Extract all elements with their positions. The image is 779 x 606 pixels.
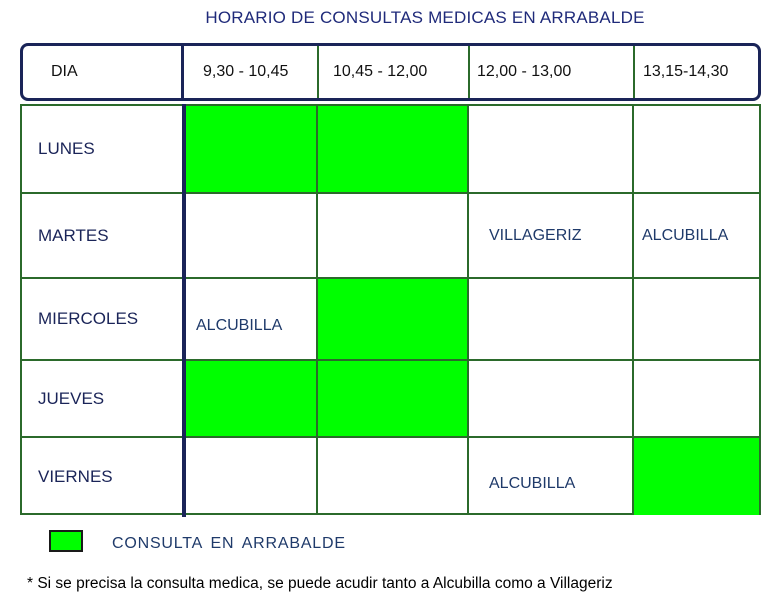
schedule-cell: ALCUBILLA: [184, 279, 318, 361]
legend-label: CONSULTA EN ARRABALDE: [112, 535, 346, 552]
day-label-lunes: LUNES: [22, 106, 184, 194]
schedule-grid: [20, 104, 761, 515]
header-divider: [468, 46, 470, 98]
header-slot-3: 12,00 - 13,00: [477, 63, 572, 80]
schedule-cell: [318, 106, 469, 194]
schedule-header: [20, 43, 761, 101]
schedule-cell: [634, 438, 759, 515]
day-label-martes: MARTES: [22, 194, 184, 279]
footnote: * Si se precisa la consulta medica, se puede acudir tanto a Alcubilla como a Villageriz: [27, 575, 613, 592]
schedule-cell: VILLAGERIZ: [469, 194, 634, 279]
schedule-cell: [318, 279, 469, 361]
schedule-cell: [634, 106, 759, 194]
day-label-viernes: VIERNES: [22, 438, 184, 515]
schedule-cell: [469, 361, 634, 438]
header-divider: [317, 46, 319, 98]
header-day-label: DIA: [51, 63, 78, 80]
schedule-cell: [184, 438, 318, 515]
schedule-cell: [634, 361, 759, 438]
schedule-cell: [634, 279, 759, 361]
header-divider: [633, 46, 635, 98]
schedule-cell: ALCUBILLA: [469, 438, 634, 515]
schedule-cell: [184, 194, 318, 279]
header-slot-4: 13,15-14,30: [643, 63, 729, 80]
header-slot-2: 10,45 - 12,00: [333, 63, 428, 80]
day-label-jueves: JUEVES: [22, 361, 184, 438]
legend-swatch: [49, 530, 83, 552]
schedule-cell: [469, 279, 634, 361]
schedule-cell: ALCUBILLA: [634, 194, 759, 279]
page-title: HORARIO DE CONSULTAS MEDICAS EN ARRABALDE: [205, 8, 645, 27]
schedule-cell: [318, 194, 469, 279]
day-column-divider: [182, 104, 186, 517]
day-label-miercoles: MIERCOLES: [22, 279, 184, 361]
schedule-cell: [184, 106, 318, 194]
schedule-cell: [318, 361, 469, 438]
schedule-cell: [318, 438, 469, 515]
header-slot-1: 9,30 - 10,45: [203, 63, 289, 80]
schedule-cell: [469, 106, 634, 194]
schedule-cell: [184, 361, 318, 438]
header-divider: [181, 46, 184, 98]
